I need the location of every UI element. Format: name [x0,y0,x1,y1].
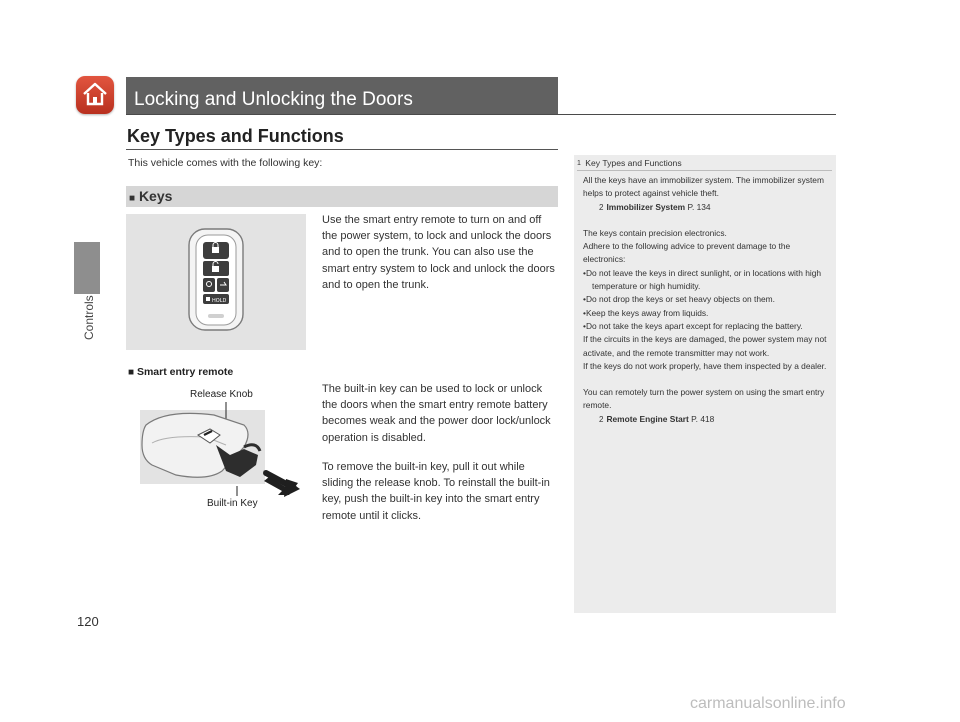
cross-reference-immobilizer[interactable] [583,201,831,214]
note-title [577,158,682,168]
note-number: 1 [577,160,581,167]
chapter-title-bar [126,77,558,114]
reference-name: Remote Engine Start [606,413,689,424]
section-title: Key Types and Functions [127,126,344,146]
built-in-key-label: Built-in Key [207,498,258,509]
section-divider [126,149,558,150]
note-paragraph: Adhere to the following advice to prevent damage to the electronics: [583,241,791,265]
release-knob-label: Release Knob [190,389,253,400]
key-removal-icon [126,385,306,518]
heading-marker: ■ [129,193,136,204]
chapter-title: Locking and Unlocking the Doors [134,89,413,110]
reference-page: P. 418 [691,413,715,424]
page-number: 120 [77,614,99,629]
side-tab-label: Controls [82,295,96,340]
keys-heading [126,186,558,207]
note-paragraph: If the circuits in the keys are damaged, the power system may not activate, and the remote transmitter may not work. [583,334,827,358]
home-button[interactable] [76,76,114,114]
reference-arrow-icon: 2 [599,414,604,424]
note-divider [577,170,832,171]
reference-page: P. 134 [687,201,711,212]
note-bullet-text: Do not take the keys apart except for replacing the battery. [585,320,803,331]
remote-hold-label: HOLD [212,298,227,304]
smart-entry-heading [128,366,233,378]
built-in-key-illustration [126,385,306,518]
note-bullet: •Keep the keys away from liquids. [583,307,709,318]
note-bullet: •Do not drop the keys or set heavy objects on them. [583,294,775,305]
note-title-text: Key Types and Functions [585,158,682,168]
note-bullet: •Do not leave the keys in direct sunlight, or in locations with high temperature or high humidity. [583,267,822,292]
note-paragraph: You can remotely turn the power system on using the smart entry remote. [583,387,825,411]
note-bullet: •Do not take the keys apart except for replacing the battery. [583,320,803,331]
note-bullet-text: Do not leave the keys in direct sunlight, or in locations with high temperature or high humidity. [585,267,822,292]
heading-marker: ■ [128,367,135,378]
note-body [583,174,831,426]
reference-name: Immobilizer System [606,201,686,212]
built-in-key-paragraph-2: To remove the built-in key, pull it out while sliding the release knob. To reinstall the built-in key, push the built-in key into the smart entry remote until it clicks. [322,461,550,522]
note-bullet-text: Do not drop the keys or set heavy objects on them. [585,294,775,305]
note-bullet-text: Keep the keys away from liquids. [585,307,709,318]
key-fob-icon [126,214,306,350]
keys-description: Use the smart entry remote to turn on and off the power system, to lock and unlock the doors and to open the trunk. You can also use the smart entry system to lock and unlock the doors and to open the trunk. [322,214,555,291]
smart-entry-heading-label: Smart entry remote [136,366,234,378]
note-paragraph: All the keys have an immobilizer system. The immobilizer system helps to protect against vehicle theft. [583,175,824,199]
intro-text: This vehicle comes with the following key: [128,157,323,169]
built-in-key-paragraph-1: The built-in key can be used to lock or unlock the doors when the smart entry remote battery becomes weak and the power door lock/unlock operation is disabled. [322,383,551,444]
smart-entry-remote-illustration [126,214,306,350]
cross-reference-remote-engine-start[interactable] [583,413,831,426]
side-tab-marker [74,242,100,294]
title-divider [126,114,836,115]
reference-arrow-icon: 2 [599,202,604,212]
home-icon [81,80,109,108]
note-paragraph: If the keys do not work properly, have them inspected by a dealer. [583,360,827,371]
note-paragraph: The keys contain precision electronics. [583,227,727,238]
watermark: carmanualsonline.info [690,695,846,712]
keys-heading-label: Keys [138,188,173,204]
